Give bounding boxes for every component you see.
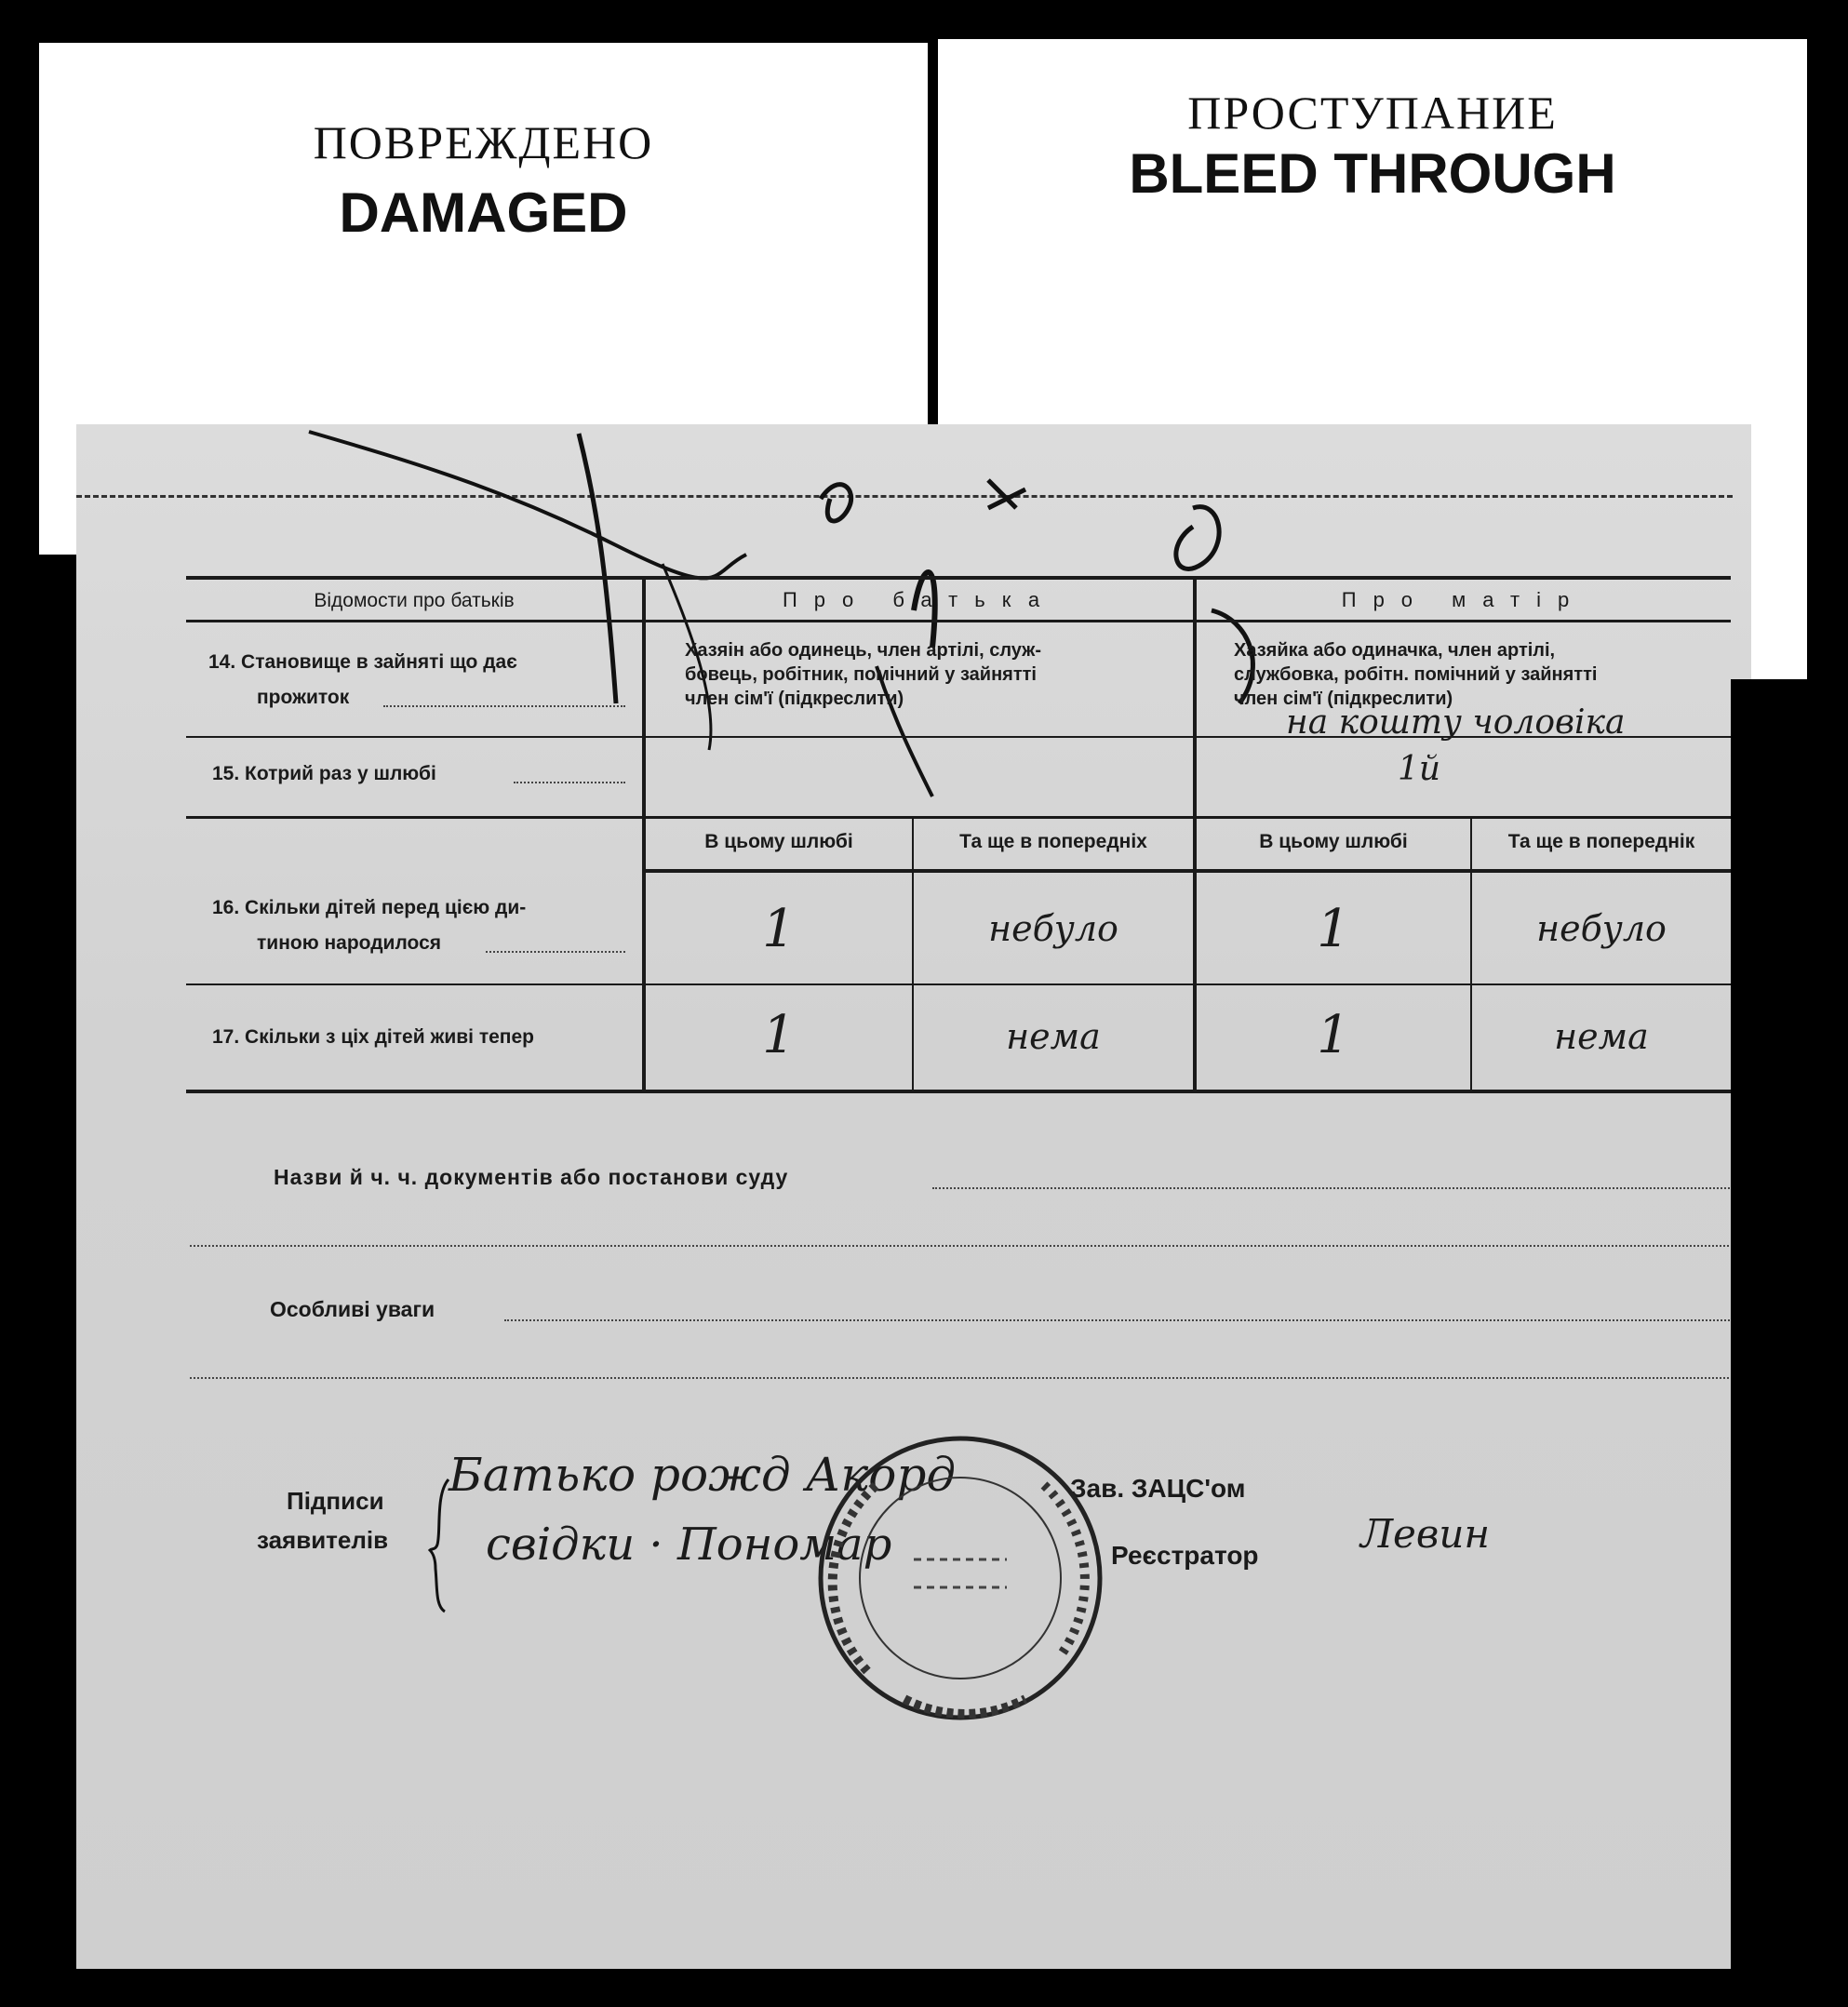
- row14-mother-options-1: Хазяйка або одиначка, член артілі,: [1234, 640, 1556, 661]
- row15-mother-value: 1й: [1398, 750, 1441, 788]
- row14-father-options-1: Хазяін або одинець, член артілі, служ-: [685, 640, 1041, 661]
- scan-border: [1731, 679, 1848, 2007]
- notes-line-2: [190, 1377, 1733, 1379]
- notes-label: Особливі уваги: [270, 1297, 435, 1321]
- row16-mother-this: 1: [1317, 899, 1350, 959]
- row15-bottom-border: [186, 816, 1731, 819]
- notes-line-1: [504, 1319, 1733, 1321]
- row16-bottom-border: [186, 983, 1731, 985]
- table-bottom-border: [186, 1090, 1731, 1093]
- subheader-father-this-marriage: В цьому шлюбі: [704, 831, 853, 852]
- row14-mother-handwritten: на кошту чоловіка: [1286, 703, 1626, 742]
- row17-mother-this: 1: [1317, 1005, 1350, 1065]
- row14-father-options-2: бовець, робітник, помічний у зайнятті: [685, 664, 1037, 685]
- signatures-label-cont: заявителів: [257, 1526, 389, 1554]
- damaged-en-text: DAMAGED: [339, 181, 628, 244]
- row16-label: 16. Скільки дітей перед цією ди-: [212, 897, 527, 918]
- row14-mother-options-3: член сім'ї (підкреслити): [1234, 689, 1453, 709]
- row17-label: 17. Скільки з ціх дітей живі тепер: [212, 1026, 534, 1048]
- row14-label-cont: прожиток: [257, 687, 350, 708]
- header-about-father: Про батька: [782, 588, 1057, 611]
- bleed-ru-text: ПРОСТУПАНИЕ: [1187, 87, 1558, 139]
- header-bottom-border: [186, 620, 1731, 622]
- signature-brace: [428, 1476, 456, 1615]
- documents-line-2: [190, 1245, 1733, 1247]
- signature-line-1: Батько рожд Акорд: [449, 1448, 957, 1502]
- subheader-mother-previous: Та ще в попереднік: [1507, 831, 1695, 852]
- row16-mother-prev: небуло: [1536, 908, 1667, 949]
- row15-leader: [514, 782, 625, 783]
- row14-leader: [383, 705, 625, 707]
- subheader-bottom-border: [646, 869, 1731, 873]
- row14-father-options-3: член сім'ї (підкреслити): [685, 689, 904, 709]
- signatures-label: Підписи: [287, 1487, 384, 1515]
- row16-label-cont: тиною народилося: [257, 932, 442, 954]
- row17-mother-prev: нема: [1554, 1016, 1649, 1057]
- table-top-border: [186, 576, 1731, 580]
- subheader-mother-this-marriage: В цьому шлюбі: [1259, 831, 1408, 852]
- documents-line-1: [932, 1187, 1733, 1189]
- header-about-mother: Про матір: [1341, 588, 1587, 611]
- row17-father-this: 1: [762, 1005, 796, 1065]
- head-zags-label: Зав. ЗАЦС'ом: [1070, 1474, 1246, 1503]
- official-seal: [811, 1429, 1109, 1727]
- registry-form-page: [76, 424, 1751, 1969]
- row17-father-prev: нема: [1006, 1016, 1101, 1057]
- row15-label: 15. Котрий раз у шлюбі: [212, 763, 436, 784]
- bleed-en-text: BLEED THROUGH: [1129, 142, 1616, 205]
- row14-mother-options-2: службовка, робітн. помічний у зайнятті: [1234, 664, 1598, 685]
- registrar-label: Реєстратор: [1111, 1541, 1259, 1570]
- row14-label: 14. Становище в зайняті що дає: [208, 651, 517, 673]
- damaged-ru-text: ПОВРЕЖДЕНО: [313, 116, 654, 168]
- subheader-father-previous: Та ще в попередніх: [959, 831, 1147, 852]
- documents-label: Назви й ч. ч. документів або постанови суду: [274, 1165, 789, 1189]
- header-parents-info: Відомости про батьків: [314, 590, 515, 611]
- row16-father-prev: небуло: [988, 908, 1118, 949]
- registrar-signature: Левин: [1360, 1511, 1491, 1557]
- row16-leader: [486, 951, 625, 953]
- row16-father-this: 1: [762, 899, 796, 959]
- signature-line-2: свідки · Пономар: [486, 1519, 892, 1571]
